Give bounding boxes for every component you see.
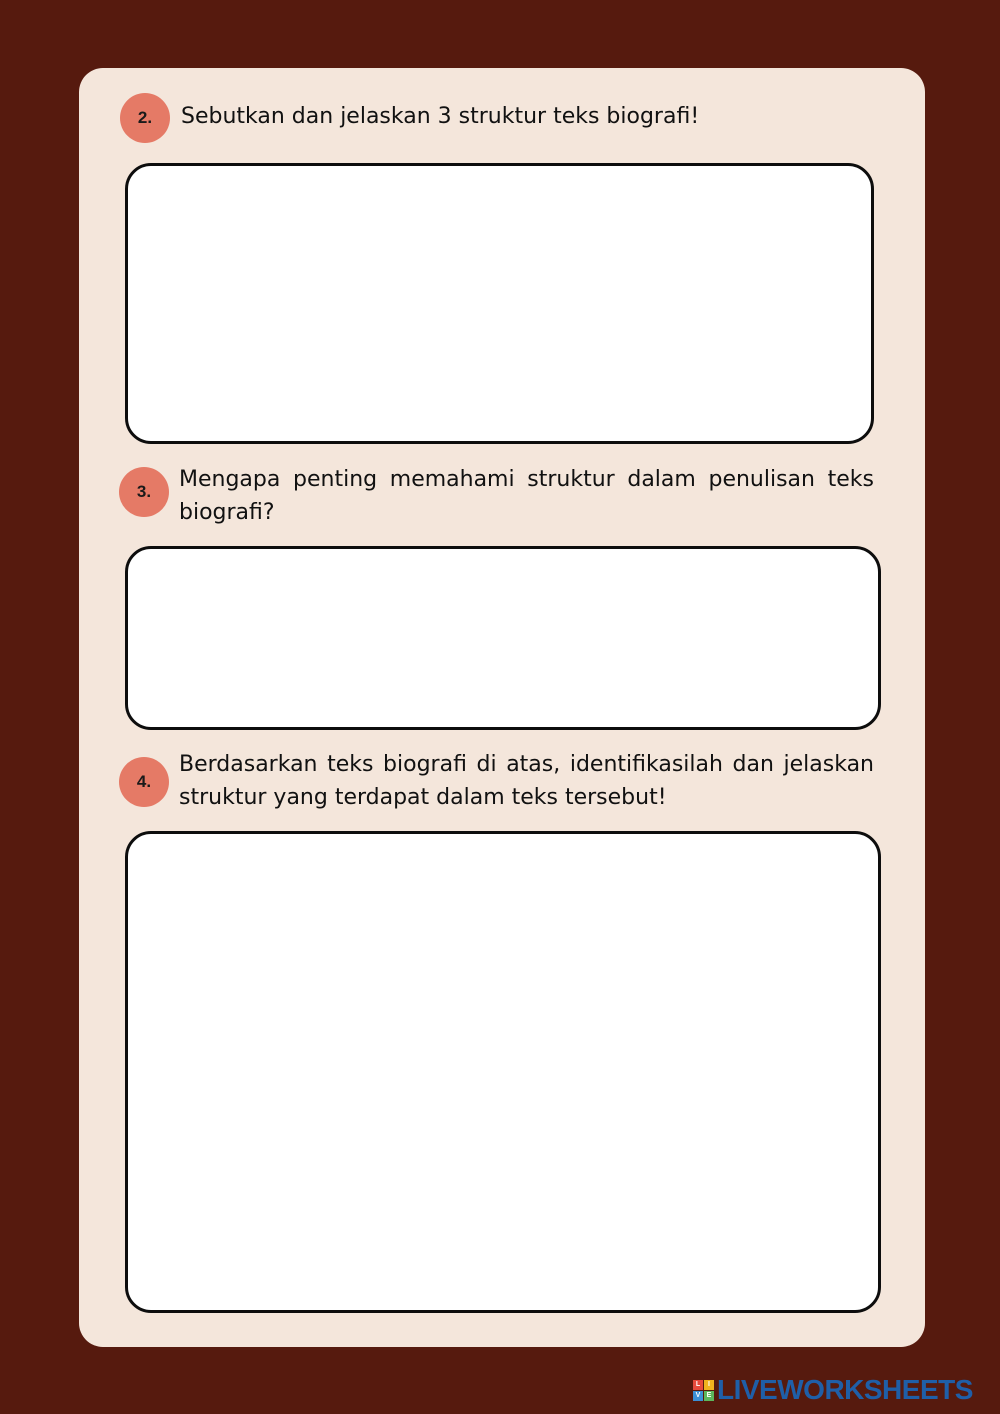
question-2-number-badge bbox=[120, 93, 170, 143]
question-2-answer-box[interactable] bbox=[125, 163, 874, 444]
question-3-text: Mengapa penting memahami struktur dalam penulisan teks biografi? bbox=[179, 467, 874, 525]
question-2-number: 2. bbox=[137, 108, 153, 127]
liveworksheets-wordmark: LIVEWORKSHEETS bbox=[717, 1374, 973, 1405]
icon-letter-i: I bbox=[704, 1380, 714, 1390]
liveworksheets-icon bbox=[693, 1380, 714, 1401]
icon-letter-v: V bbox=[693, 1391, 703, 1401]
icon-letter-l: L bbox=[693, 1380, 703, 1390]
icon-letter-e: E bbox=[704, 1391, 714, 1401]
question-4-number: 4. bbox=[136, 772, 152, 791]
question-4-answer-box[interactable] bbox=[125, 831, 881, 1313]
liveworksheets-logo[interactable] bbox=[693, 1376, 973, 1404]
question-4-text: Berdasarkan teks biografi di atas, identifikasilah dan jelaskan struktur yang terdapat dalam teks tersebut! bbox=[179, 752, 874, 810]
question-2-text: Sebutkan dan jelaskan 3 struktur teks biografi! bbox=[181, 104, 700, 129]
question-3-number: 3. bbox=[136, 482, 152, 501]
question-3-answer-box[interactable] bbox=[125, 546, 881, 730]
question-4-number-badge bbox=[119, 757, 169, 807]
question-3-number-badge bbox=[119, 467, 169, 517]
